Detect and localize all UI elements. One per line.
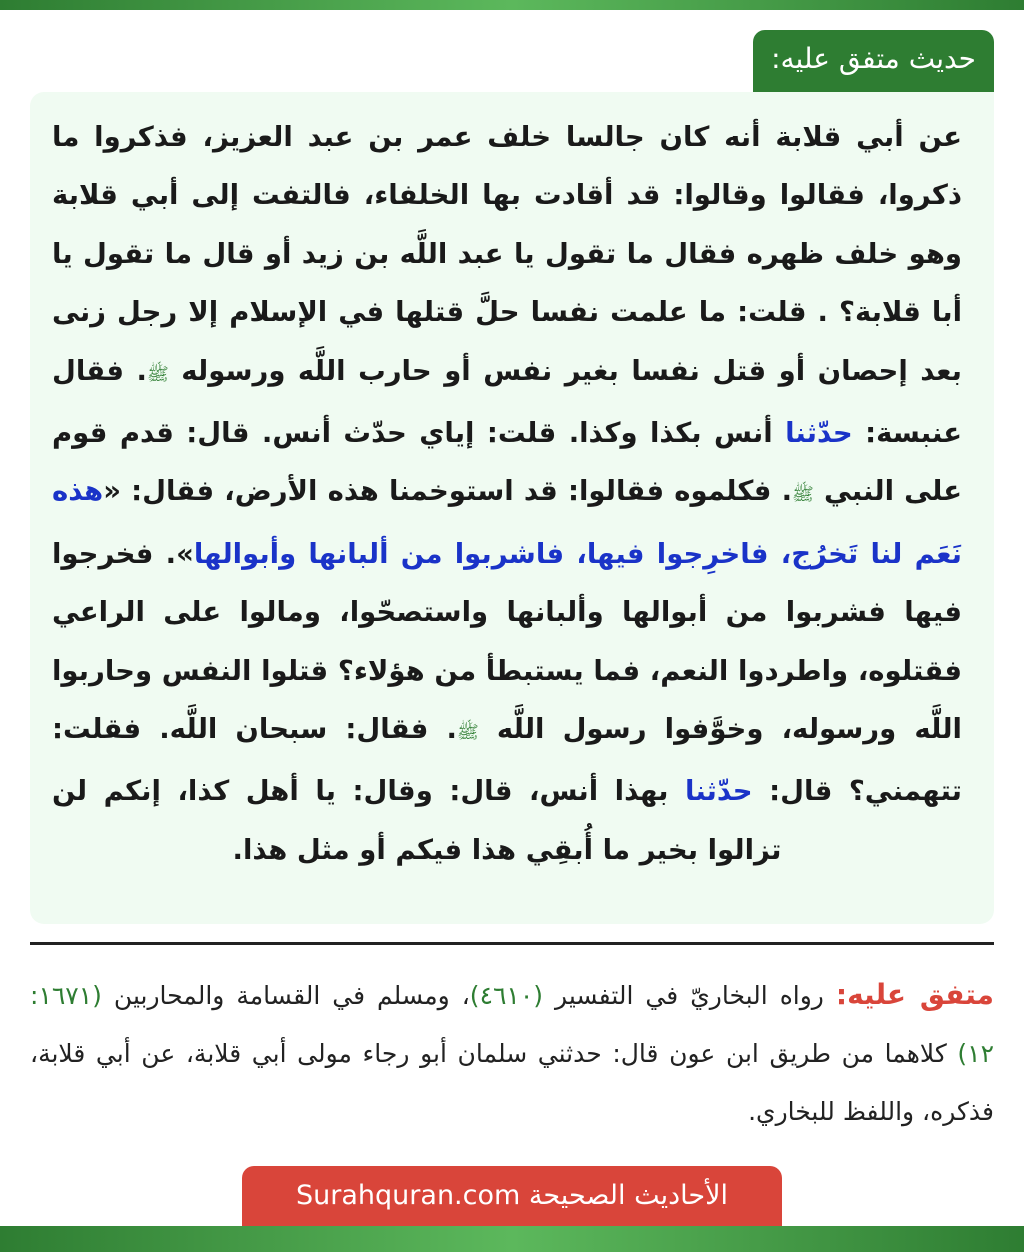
source-label: متفق عليه: [835, 978, 994, 1011]
source-segment: ، ومسلم في القسامة والمحاربين [101, 981, 470, 1010]
salawat-icon: ﷺ [146, 363, 169, 385]
hadith-title-badge [753, 30, 994, 92]
hadith-title: حديث متفق عليه: [771, 42, 976, 75]
hadith-text [52, 108, 962, 879]
hadith-segment: ». فخرجوا فيها فشربوا من أبوالها وألبانها واستصحّوا، ومالوا على الراعي فقتلوه، واطردوا النعم، فما يستبطأ من هؤلاء؟ قتلوا النفس وحاربوا اللَّه ورسوله، وخوَّفوا رسول اللَّه [52, 537, 962, 746]
hadith-highlight: حدّثنا [785, 417, 853, 450]
site-footer-label: الأحاديث الصحيحة Surahquran.com [296, 1180, 728, 1211]
prophet-quote-highlight: هذه نَعَم لنا تَخرُج، فاخرِجوا فيها، فاشربوا من ألبانها وأبوالها [52, 475, 962, 570]
reference-number: (٤٦١٠) [469, 981, 544, 1010]
reference-number: (١٦٧١: ١٢) [30, 981, 994, 1068]
hadith-segment: عن أبي قلابة أنه كان جالسا خلف عمر بن عبد العزيز، فذكروا ما ذكروا، فقالوا وقالوا: قد أقادت بها الخلفاء، فالتفت إلى أبي قلابة وهو خلف ظهره فقال ما تقول يا عبد اللَّه بن زيد أو قال ما تقول يا أبا قلابة؟ . قلت: ما علمت نفسا حلَّ قتلها في الإسلام إلا رجل زنى بعد إحصان أو قتل نفسا بغير نفس أو حارب اللَّه ورسوله [52, 121, 962, 387]
salawat-icon: ﷺ [792, 484, 814, 506]
hadith-segment: أنس بكذا وكذا. قلت: إياي حدّث أنس. قال: قدم قوم على النبي [52, 417, 963, 508]
salawat-icon: ﷺ [456, 722, 479, 744]
hadith-segment: . فقال: سبحان اللَّه. فقلت: تتهمني؟ قال: [52, 713, 962, 808]
section-divider [30, 942, 994, 945]
source-segment: كلاهما من طريق ابن عون قال: حدثني سلمان أبو رجاء مولى أبي قلابة، عن أبي قلابة، فذكره، واللفظ للبخاري. [30, 1039, 994, 1126]
bottom-accent-bar [0, 1226, 1024, 1252]
hadith-text-box [30, 92, 994, 924]
hadith-highlight: حدّثنا [685, 775, 753, 808]
site-footer-badge [242, 1166, 782, 1226]
hadith-segment: . فكلموه فقالوا: قد استوخمنا هذه الأرض، فقال: « [103, 475, 793, 508]
top-accent-bar [0, 0, 1024, 10]
hadith-segment: بهذا أنس، قال: وقال: يا أهل كذا، إنكم لن تزالوا بخير ما أُبقِي هذا فيكم أو مثل هذا. [52, 775, 782, 866]
source-segment: رواه البخاريّ في التفسير [543, 981, 836, 1010]
hadith-segment: . فقال عنبسة: [52, 354, 963, 450]
hadith-source [30, 966, 994, 1141]
